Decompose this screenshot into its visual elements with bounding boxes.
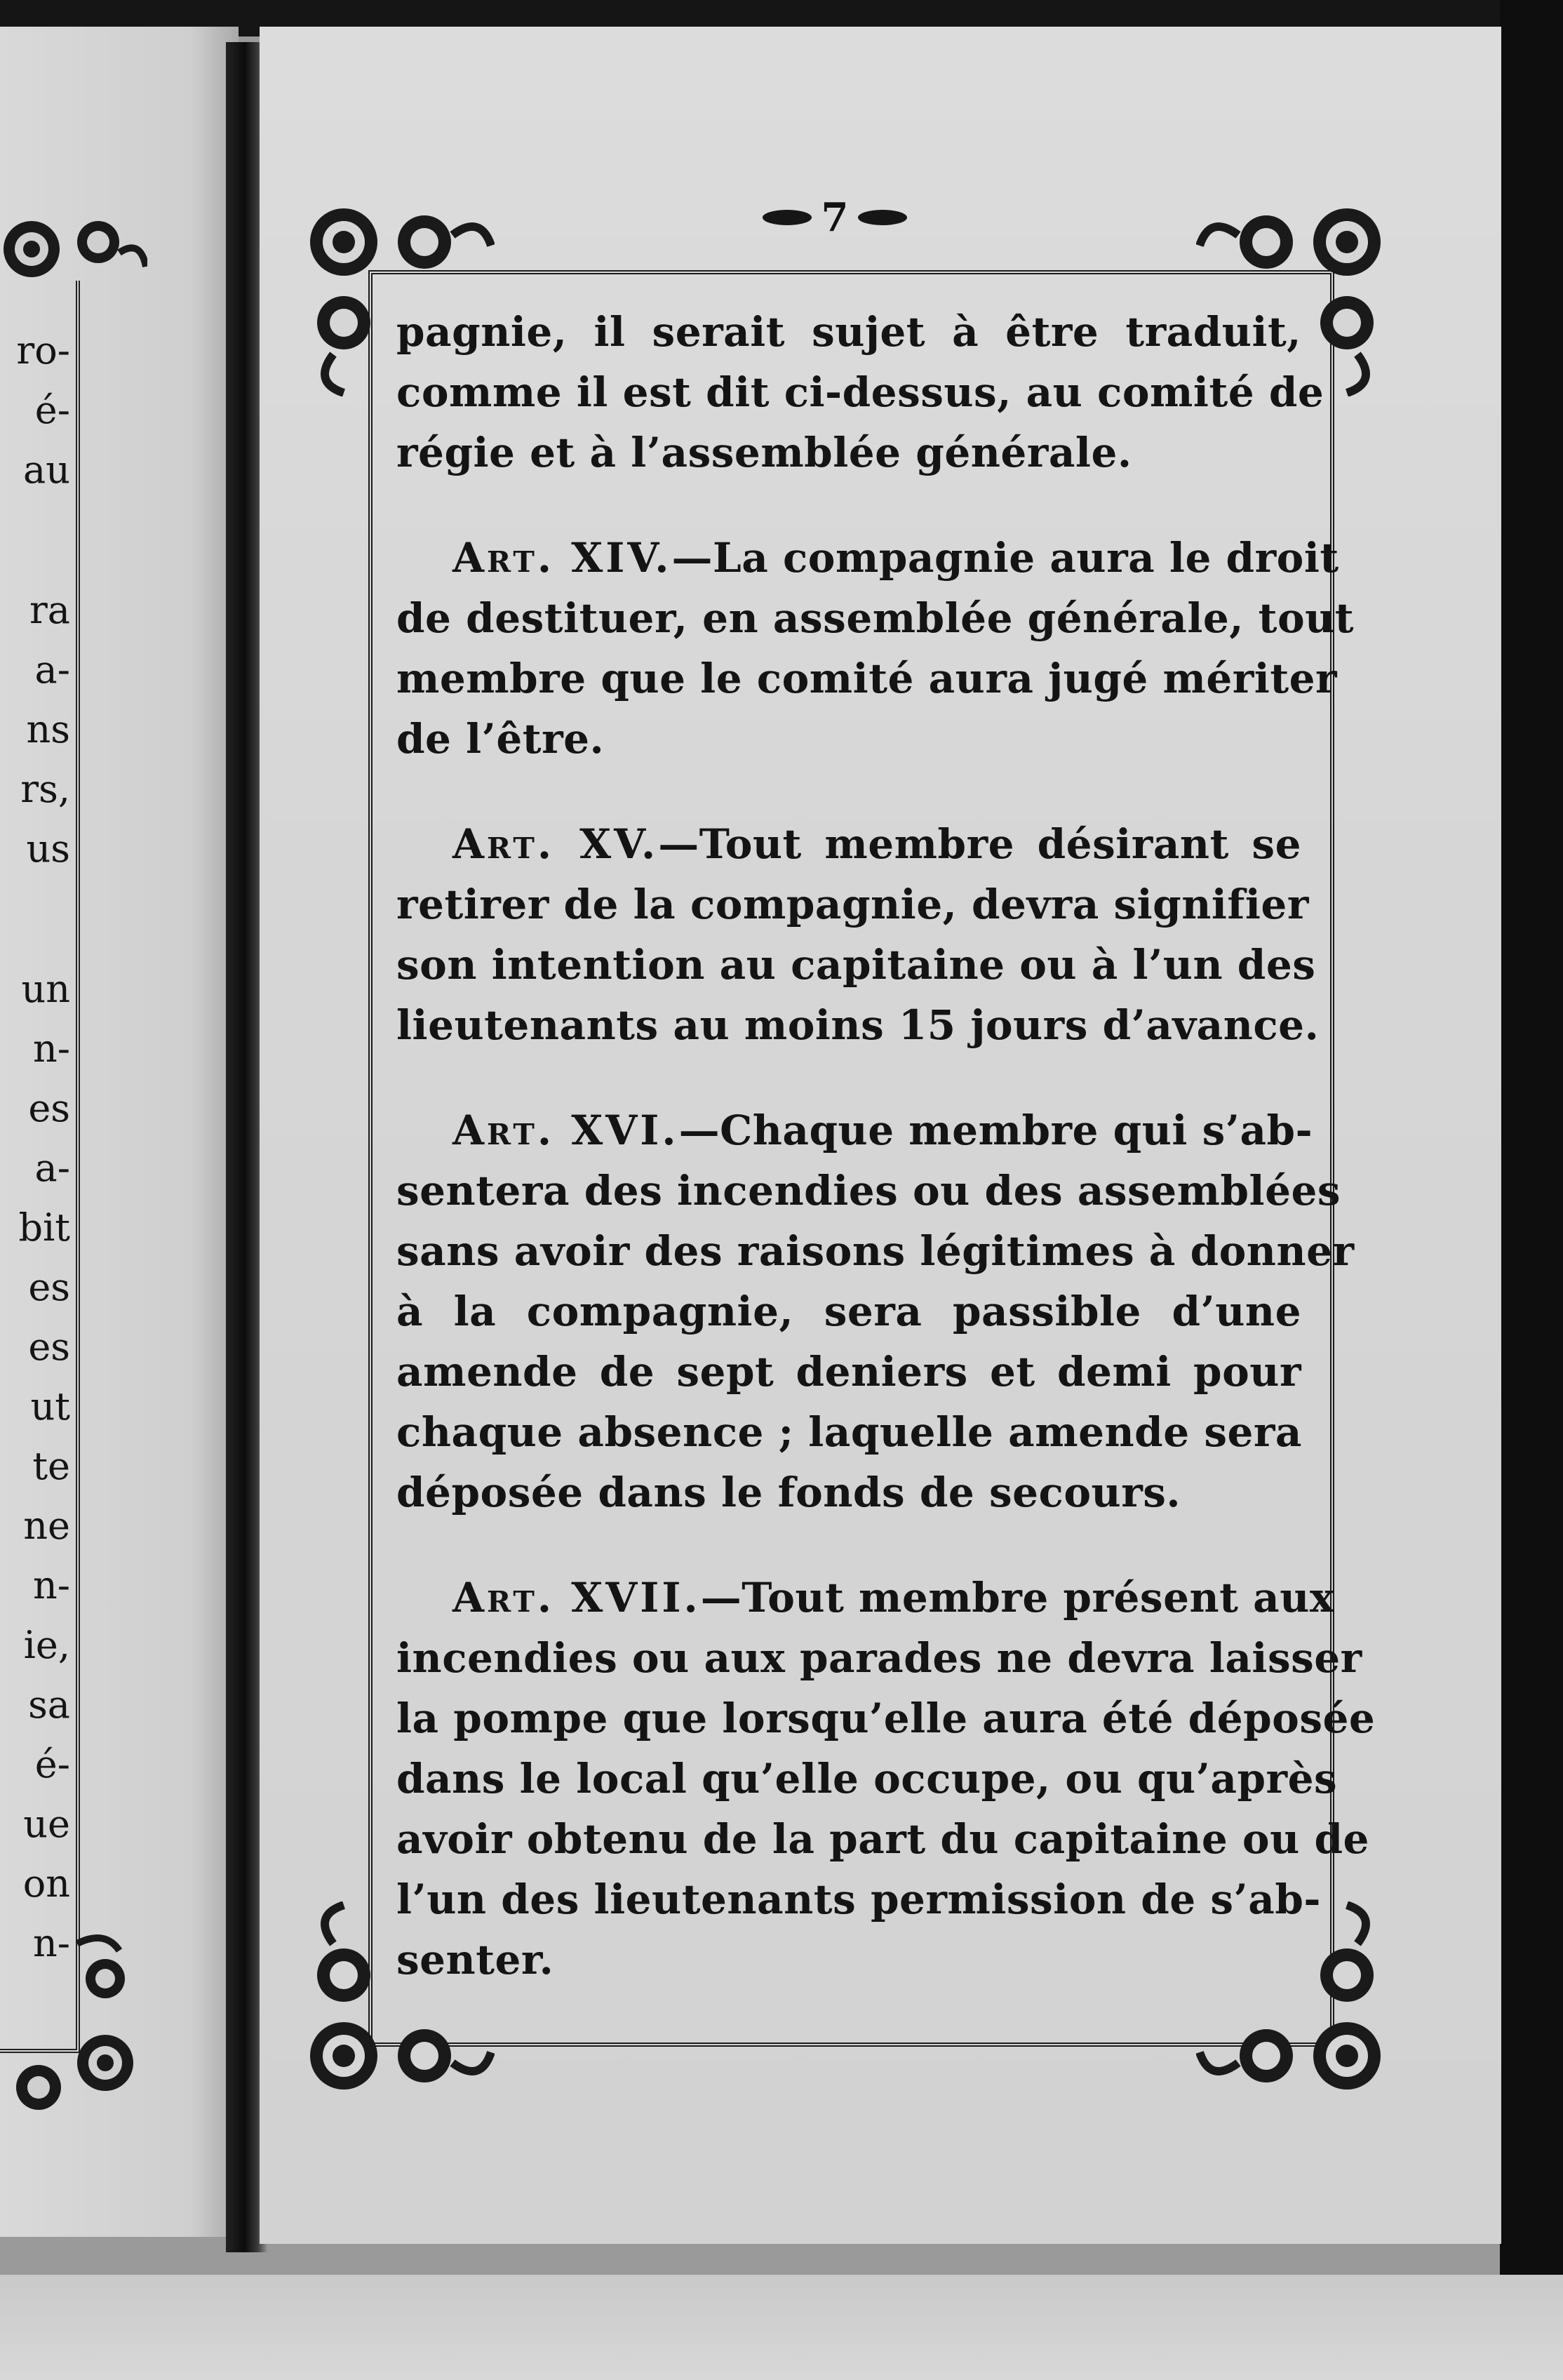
text-line-content: —Tout membre désirant se — [658, 820, 1301, 868]
text-line — [396, 1749, 1338, 1809]
text-line — [396, 1869, 1321, 1930]
previous-page-fragment: on — [22, 1861, 70, 1906]
text-line-content: lieutenants au moins 15 jours d’avance. — [396, 1001, 1320, 1049]
text-line — [396, 1342, 1301, 1402]
page-number-ornament-left — [763, 210, 812, 225]
text-line — [396, 588, 1355, 648]
previous-page-fragment: ns — [26, 707, 70, 751]
previous-page-fragment: es — [28, 1265, 70, 1309]
text-line — [396, 1628, 1362, 1688]
previous-page-fragment: a- — [34, 648, 70, 692]
article-number: Art. XIV. — [452, 534, 672, 582]
previous-page-fragment: n- — [32, 1921, 70, 1965]
text-line-content: son intention au capitaine ou à l’un des — [396, 941, 1316, 989]
text-line-content: avoir obtenu de la part du capitaine ou de — [396, 1815, 1369, 1863]
page-number-value: 7 — [821, 194, 849, 241]
text-line-content: retirer de la compagnie, devra signifier — [396, 881, 1309, 928]
previous-page-fragment: un — [21, 967, 70, 1011]
text-line-content: régie et à l’assemblée générale. — [396, 429, 1132, 476]
article-paragraph — [396, 528, 1355, 769]
previous-page-fragment: bit — [18, 1205, 70, 1250]
text-line-content: —Tout membre présent aux — [700, 1574, 1334, 1622]
text-line-content: déposée dans le fonds de secours. — [396, 1469, 1181, 1516]
text-line — [396, 814, 1301, 874]
text-line — [396, 422, 1301, 483]
text-line-content: la pompe que lorsqu’elle aura été déposée — [396, 1694, 1376, 1742]
previous-page-fragment: us — [26, 827, 70, 871]
text-line — [396, 362, 1324, 422]
text-line-content: de l’être. — [396, 715, 605, 763]
text-line — [396, 995, 1320, 1055]
text-line-content: comme il est dit ci-dessus, au comité de — [396, 368, 1324, 416]
previous-page-fragment: n- — [32, 1563, 70, 1607]
text-line-content: à la compagnie, sera passible d’une — [396, 1288, 1301, 1335]
text-line — [396, 1221, 1355, 1281]
previous-page-fragment: sa — [28, 1683, 70, 1727]
text-line-content: dans le local qu’elle occupe, ou qu’après — [396, 1755, 1338, 1803]
previous-page-fragment: ra — [29, 588, 70, 632]
scan-background-right — [1500, 0, 1563, 2380]
text-line-content: pagnie, il serait sujet à être traduit, — [396, 308, 1301, 356]
text-line-content: —Chaque membre qui s’ab- — [678, 1107, 1313, 1154]
article-paragraph — [396, 1100, 1355, 1523]
text-line — [396, 1281, 1301, 1342]
page-body-text — [396, 302, 1376, 1990]
article-paragraph — [396, 1567, 1376, 1990]
text-line-content: l’un des lieutenants permission de s’ab- — [396, 1876, 1321, 1923]
previous-page-fragment: ro- — [16, 328, 70, 373]
previous-page-fragment: ue — [23, 1802, 70, 1846]
page-number-ornament-right — [858, 210, 907, 225]
previous-page-fragment: ie, — [23, 1623, 70, 1667]
text-line-content: membre que le comité aura jugé mériter — [396, 655, 1338, 702]
scan-background-bottom — [0, 2275, 1563, 2380]
text-line — [396, 1688, 1376, 1749]
text-line — [396, 1930, 1301, 1990]
text-line — [396, 1161, 1341, 1221]
text-line-content: incendies ou aux parades ne devra laisser — [396, 1634, 1362, 1682]
text-line — [396, 709, 1301, 769]
previous-page-fragment: a- — [34, 1146, 70, 1190]
previous-page-fragment: ne — [23, 1504, 70, 1548]
previous-page-fragment: rs, — [20, 767, 70, 811]
text-line — [396, 1100, 1313, 1161]
text-line — [396, 1567, 1334, 1628]
text-line — [396, 935, 1316, 995]
text-line-content: amende de sept deniers et demi pour — [396, 1348, 1301, 1396]
text-line — [396, 648, 1338, 709]
previous-page-fragment: n- — [32, 1027, 70, 1071]
left-page-ornament-top — [0, 210, 147, 288]
text-line — [396, 874, 1309, 935]
text-line-content: —La compagnie aura le droit — [671, 534, 1339, 582]
previous-page-fragment: au — [23, 448, 70, 492]
previous-page-fragment: es — [28, 1325, 70, 1369]
continued-paragraph — [396, 302, 1324, 483]
text-line — [396, 1402, 1301, 1462]
article-paragraph — [396, 814, 1320, 1055]
article-number: Art. XVII. — [452, 1574, 701, 1622]
text-line-content: sentera des incendies ou des assemblées — [396, 1167, 1341, 1215]
text-line — [396, 1809, 1369, 1869]
article-number: Art. XVI. — [452, 1107, 679, 1154]
text-line — [396, 1462, 1301, 1523]
previous-page-fragment: te — [32, 1444, 70, 1488]
page-number — [744, 193, 926, 242]
previous-page-fragment: ut — [30, 1384, 70, 1429]
text-line-content: senter. — [396, 1936, 554, 1984]
text-line-content: de destituer, en assemblée générale, tout — [396, 594, 1355, 642]
text-line — [396, 528, 1339, 588]
text-line-content: chaque absence ; laquelle amende sera — [396, 1408, 1303, 1456]
article-number: Art. XV. — [452, 820, 659, 868]
text-line-content: sans avoir des raisons légitimes à donner — [396, 1227, 1355, 1275]
previous-page-fragment: é- — [34, 1742, 70, 1786]
previous-page-fragment: es — [28, 1086, 70, 1130]
previous-page-fragment: é- — [34, 388, 70, 432]
text-line — [396, 302, 1301, 362]
